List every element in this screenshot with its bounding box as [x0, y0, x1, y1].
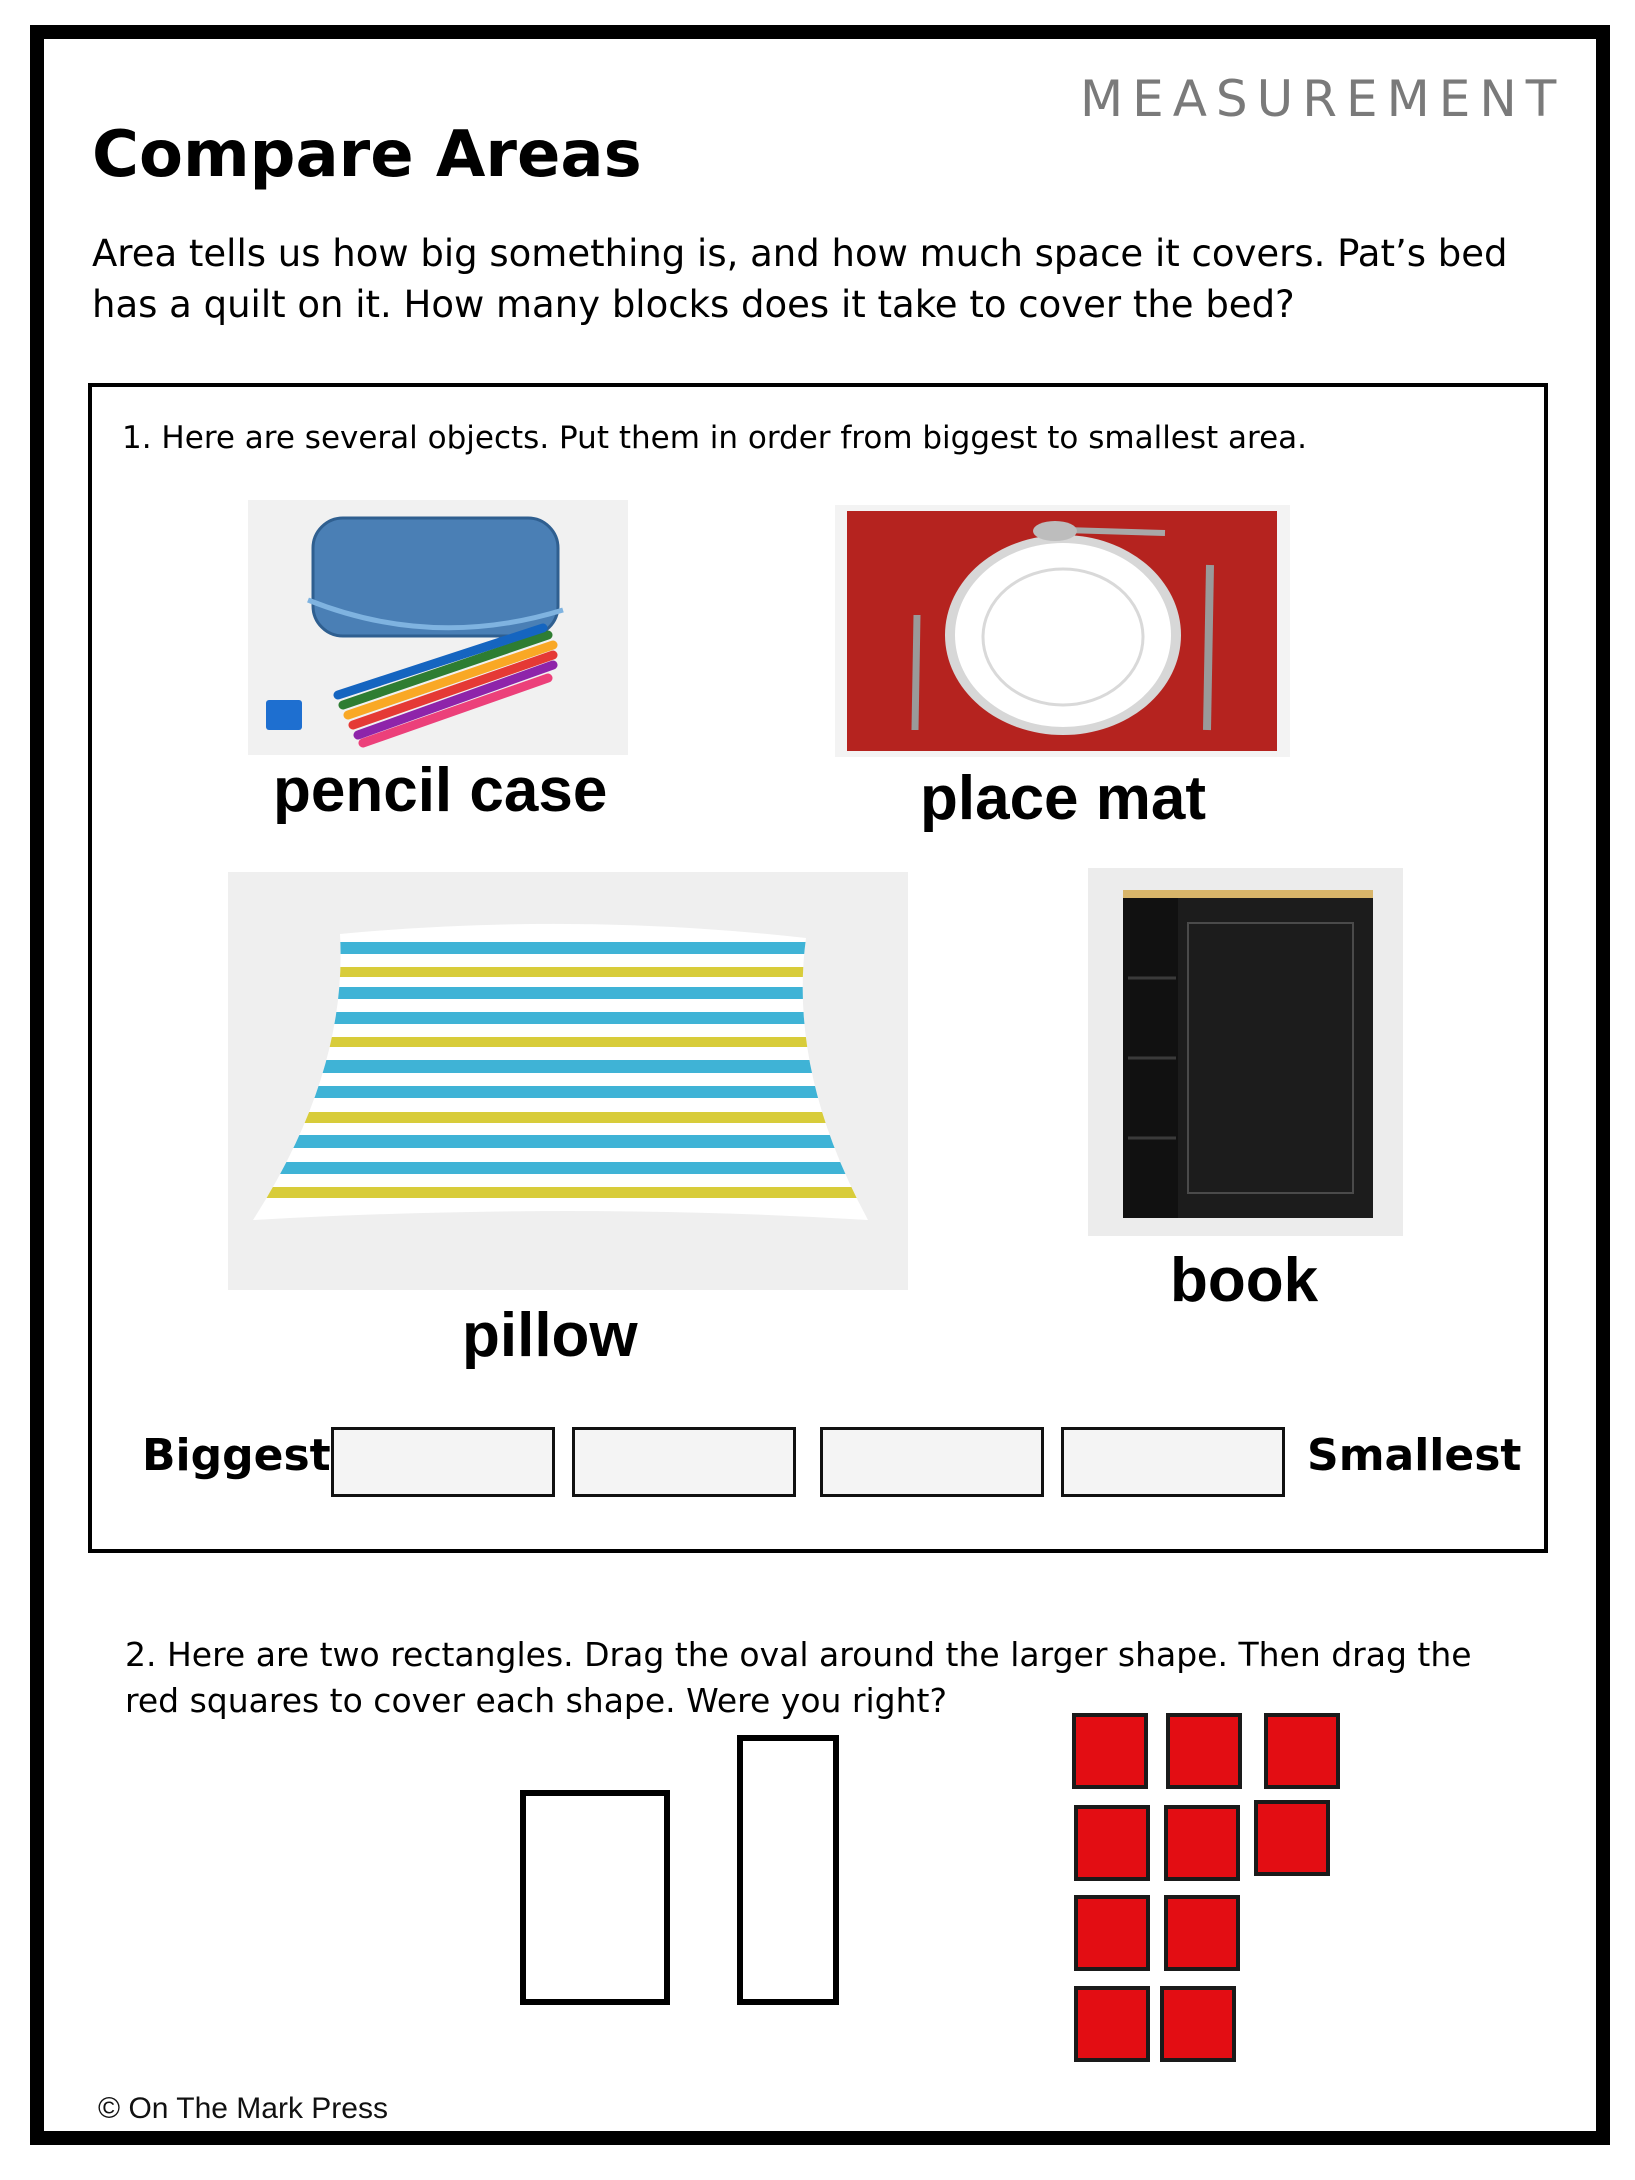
red-square[interactable] — [1164, 1895, 1240, 1971]
answer-slot-4[interactable] — [1061, 1427, 1285, 1497]
smallest-label: Smallest — [1307, 1430, 1522, 1481]
intro-text: Area tells us how big something is, and how much space it covers. Pat’s bed has a quilt on it. How many blocks does it take to cover the bed? — [92, 232, 1508, 326]
red-square[interactable] — [1254, 1800, 1330, 1876]
book-label: book — [1170, 1246, 1319, 1315]
answer-slot-2[interactable] — [572, 1427, 796, 1497]
section-label: MEASUREMENT — [1080, 70, 1566, 128]
answer-slot-1[interactable] — [331, 1427, 555, 1497]
red-square[interactable] — [1074, 1805, 1150, 1881]
red-square[interactable] — [1074, 1986, 1150, 2062]
place-mat-label: place mat — [920, 764, 1207, 833]
pillow-image — [228, 872, 908, 1290]
biggest-label: Biggest — [142, 1430, 331, 1481]
red-square[interactable] — [1072, 1713, 1148, 1789]
place-mat-image — [835, 505, 1290, 757]
rectangle-tall — [737, 1735, 839, 2005]
book-image — [1088, 868, 1403, 1236]
pencil-case-photo — [248, 500, 628, 755]
red-square[interactable] — [1160, 1986, 1236, 2062]
book-photo — [1088, 868, 1403, 1236]
red-square[interactable] — [1166, 1713, 1242, 1789]
copyright-text: © On The Mark Press — [98, 2092, 388, 2125]
pillow-photo — [228, 872, 908, 1290]
pencil-case-image — [248, 500, 628, 755]
place-mat-photo — [835, 505, 1290, 757]
page-title: Compare Areas — [92, 118, 642, 192]
red-square[interactable] — [1264, 1713, 1340, 1789]
red-square[interactable] — [1074, 1895, 1150, 1971]
rectangle-wide — [520, 1790, 670, 2005]
pillow-label: pillow — [462, 1301, 638, 1370]
question2-prompt: 2. Here are two rectangles. Drag the oval around the larger shape. Then drag the red squares to cover each shape. Were you right? — [125, 1635, 1472, 1720]
answer-slot-3[interactable] — [820, 1427, 1044, 1497]
red-square[interactable] — [1164, 1805, 1240, 1881]
pencil-case-label: pencil case — [273, 756, 608, 825]
question1-prompt: 1. Here are several objects. Put them in order from biggest to smallest area. — [122, 420, 1308, 456]
